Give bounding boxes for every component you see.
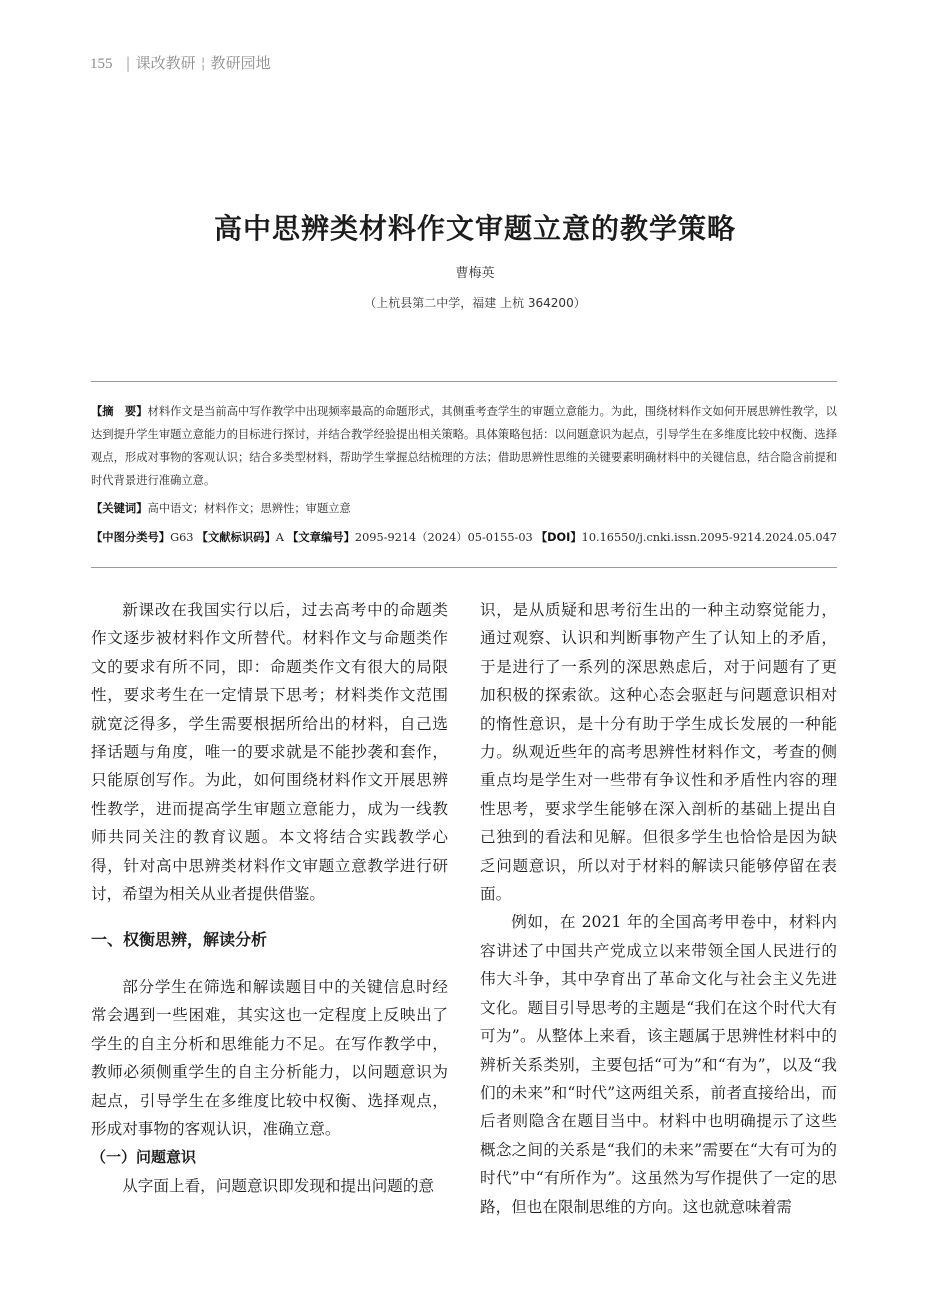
- article-no-label: 【文章编号】: [287, 531, 355, 544]
- header-divider-dotted: ¦: [200, 54, 206, 72]
- header-subsection: 教研园地: [210, 54, 271, 72]
- abstract-top-rule: [91, 381, 837, 382]
- abstract-bottom-rule: [91, 567, 837, 568]
- intro-paragraph: 新课改在我国实行以后，过去高考中的命题类作文逐步被材料作文所替代。材料作文与命题类作文的要求有所不同，即：命题类作文有很大的局限性，要求考生在一定情景下思考；材料类作文范围就宽泛得多，学生需要根据所给出的材料，自己选择话题与角度，唯一的要求就是不能抄袭和套作，只能原创写作。为此，如何围绕材料作文开展思辨性教学，进而提高学生审题立意能力，成为一线教师共同关注的教育议题。本文将结合实践教学心得，针对高中思辨类材料作文审题立意教学进行研讨，希望为相关从业者提供借鉴。: [91, 601, 448, 904]
- continued-paragraph: 识，是从质疑和思考衍生出的一种主动察觉能力，通过观察、认识和判断事物产生了认知上的矛盾，于是进行了一系列的深思熟虑后，对于问题有了更加积极的探索欲。这种心态会驱赶与问题意识相对的惰性意识，是十分有助于学生成长发展的一种能力。纵观近些年的高考思辨性材料作文，考查的侧重点均是学生对一些带有争议性和矛盾性内容的理性思考，要求学生能够在深入剖析的基础上提出自己独到的看法和见解。但很多学生也恰恰是因为缺乏问题意识，所以对于材料的解读只能够停留在表面。: [480, 601, 837, 904]
- article-author: 曹梅英: [455, 266, 495, 281]
- keywords-label: 【关键词】: [91, 502, 148, 515]
- abstract-label: 【摘 要】: [91, 405, 148, 418]
- header-section: 课改教研: [135, 54, 196, 72]
- doi-label: 【DOI】: [535, 531, 582, 544]
- page-number: 155: [90, 56, 113, 72]
- doi-field: [536, 529, 837, 545]
- clc-label: 【中图分类号】: [91, 531, 171, 544]
- subsection-paragraph: 从字面上看，问题意识即发现和提出问题的意: [122, 1176, 435, 1195]
- doi-value: 10.16550/j.cnki.issn.2095-9214.2024.05.047: [581, 531, 837, 544]
- doc-code-value: A: [275, 531, 284, 544]
- doc-code-label: 【文献标识码】: [196, 531, 276, 544]
- abstract: [91, 400, 837, 492]
- running-header: [90, 52, 271, 73]
- body-right-column: [480, 596, 837, 1221]
- article-no-value: 2095-9214（2024）05-0155-03: [354, 531, 533, 544]
- author-affiliation: （上杭县第二中学，福建 上杭 364200）: [364, 296, 586, 310]
- clc-field: [91, 529, 194, 545]
- header-divider: |: [125, 54, 131, 72]
- article-no-field: [287, 529, 533, 545]
- keywords: [91, 500, 351, 516]
- article-title: 高中思辨类材料作文审题立意的教学策略: [213, 212, 736, 245]
- example-paragraph: 例如，在 2021 年的全国高考甲卷中，材料内容讲述了中国共产党成立以来带领全国人民进行的伟大斗争，其中孕育出了革命文化与社会主义先进文化。题目引导思考的主题是“我们在这个时代大有可为”。从整体上来看，该主题属于思辨性材料中的辨析关系类别，主要包括“可为”和“有为”，以及“我们的未来”和“时代”这两组关系，前者直接给出，而后者则隐含在题目当中。材料中也明确提示了这些概念之间的关系是“我们的未来”需要在“大有可为的时代”中“有所作为”。这虽然为写作提供了一定的思路，但也在限制思维的方向。这也就意味着需: [480, 913, 837, 1216]
- abstract-text: 材料作文是当前高中写作教学中出现频率最高的命题形式，其侧重考查学生的审题立意能力。为此，围绕材料作文如何开展思辨性教学，以达到提升学生审题立意能力的目标进行探讨，并结合教学经验提出相关策略。具体策略包括：以问题意识为起点，引导学生在多维度比较中权衡、选择观点，形成对事物的客观认识；结合多类型材料，帮助学生掌握总结梳理的方法；借助思辨性思维的关键要素明确材料中的关键信息，结合隐含前提和时代背景进行准确立意。: [91, 405, 837, 487]
- body-left-column: [91, 596, 448, 1200]
- section-heading: 一、权衡思辨，解读分析: [91, 930, 268, 950]
- doc-code-field: [197, 529, 284, 545]
- keywords-text: 高中语文；材料作文；思辨性；审题立意: [147, 502, 351, 515]
- section-paragraph: 部分学生在筛选和解读题目中的关键信息时经常会遇到一些困难，其实这也一定程度上反映出了学生的自主分析和思维能力不足。在写作教学中，教师必须侧重学生的自主分析能力，以问题意识为起点，引导学生在多维度比较中权衡、选择观点，形成对事物的客观认识，准确立意。: [91, 977, 448, 1138]
- subsection-heading: （一）问题意识: [91, 1148, 197, 1167]
- clc-value: G63: [170, 531, 194, 544]
- article-metadata: [91, 529, 837, 545]
